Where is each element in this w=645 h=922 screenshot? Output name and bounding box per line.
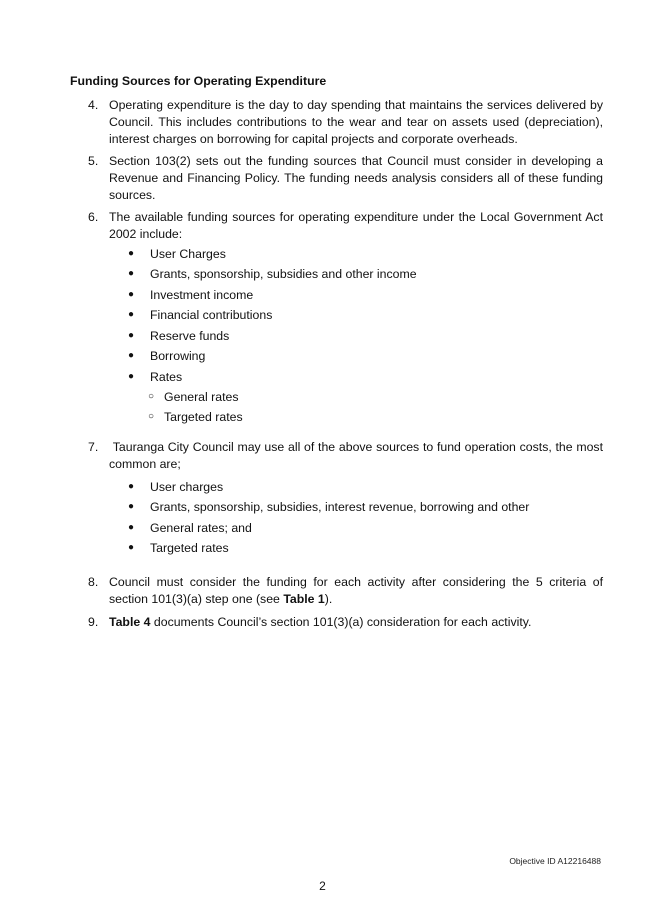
circle-bullet-icon: ○ — [148, 390, 155, 402]
section-heading: Funding Sources for Operating Expenditure — [70, 74, 327, 88]
bullet-icon: ● — [128, 370, 135, 382]
bullet-icon: ● — [128, 268, 135, 280]
bullet-icon: ● — [128, 521, 135, 533]
paragraph-6 — [88, 209, 603, 243]
list-item: ● General rates; and — [128, 520, 252, 535]
paragraph-number: 8. — [88, 575, 99, 589]
paragraph-8 — [88, 574, 603, 608]
paragraph-text: Operating expenditure is the day to day spending that maintains the services delivered by Council. This includes contributions to the wear and tear on assets used (depreciation), interest charges on borrowing for capital projects and corporate overheads. — [109, 98, 603, 146]
list-item: ● Grants, sponsorship, subsidies and other income — [128, 267, 417, 282]
bullet-icon: ● — [128, 542, 135, 554]
funding-sources-list — [128, 244, 417, 388]
bullet-icon: ● — [128, 247, 135, 259]
paragraph-7 — [88, 439, 607, 473]
paragraph-number: 9. — [88, 615, 99, 629]
paragraph-5 — [88, 153, 603, 203]
page-number: 2 — [319, 879, 326, 893]
objective-id: Objective ID A12216488 — [509, 856, 601, 866]
list-item: ● Borrowing — [128, 349, 206, 364]
bullet-icon: ● — [128, 480, 135, 492]
paragraph-text: Section 103(2) sets out the funding sources that Council must consider in developing a Revenue and Financing Policy. The funding needs analysis considers all of these funding sources. — [109, 154, 603, 202]
paragraph-number: 4. — [88, 98, 99, 112]
paragraph-number: 6. — [88, 210, 99, 224]
paragraph-4 — [88, 97, 603, 147]
list-item: ● Rates — [128, 369, 183, 384]
paragraph-number: 5. — [88, 154, 99, 168]
paragraph-number: 7. — [88, 440, 99, 454]
bullet-icon: ● — [128, 288, 135, 300]
table-reference: Table 4 — [109, 615, 151, 629]
list-item: ● Targeted rates — [128, 541, 229, 556]
paragraph-text: The available funding sources for operating expenditure under the Local Government Act 2002 include: — [109, 210, 603, 241]
list-item: ● User Charges — [128, 246, 226, 261]
bullet-icon: ● — [128, 501, 135, 513]
list-item: ● Financial contributions — [128, 308, 273, 323]
rates-sublist — [148, 387, 243, 428]
bullet-icon: ● — [128, 309, 135, 321]
paragraph-text: Table 4 documents Council’s section 101(3)(a) consideration for each activity. — [109, 615, 532, 629]
paragraph-text: Council must consider the funding for each activity after considering the 5 criteria of section 101(3)(a) step one (see Table 1). — [109, 575, 603, 606]
list-item: ● Grants, sponsorship, subsidies, interest revenue, borrowing and other — [128, 500, 530, 515]
circle-bullet-icon: ○ — [148, 411, 155, 423]
paragraph-text: Tauranga City Council may use all of the above sources to fund operation costs, the most common are; — [109, 440, 607, 471]
list-item: ● Investment income — [128, 287, 254, 302]
paragraph-9 — [88, 614, 603, 631]
bullet-icon: ● — [128, 329, 135, 341]
list-item: ○ Targeted rates — [148, 410, 243, 425]
table-reference: Table 1 — [283, 591, 325, 606]
list-item: ○ General rates — [148, 389, 239, 404]
list-item: ● Reserve funds — [128, 328, 230, 343]
bullet-icon: ● — [128, 350, 135, 362]
list-item: ● User charges — [128, 479, 224, 494]
common-sources-list — [128, 477, 529, 559]
